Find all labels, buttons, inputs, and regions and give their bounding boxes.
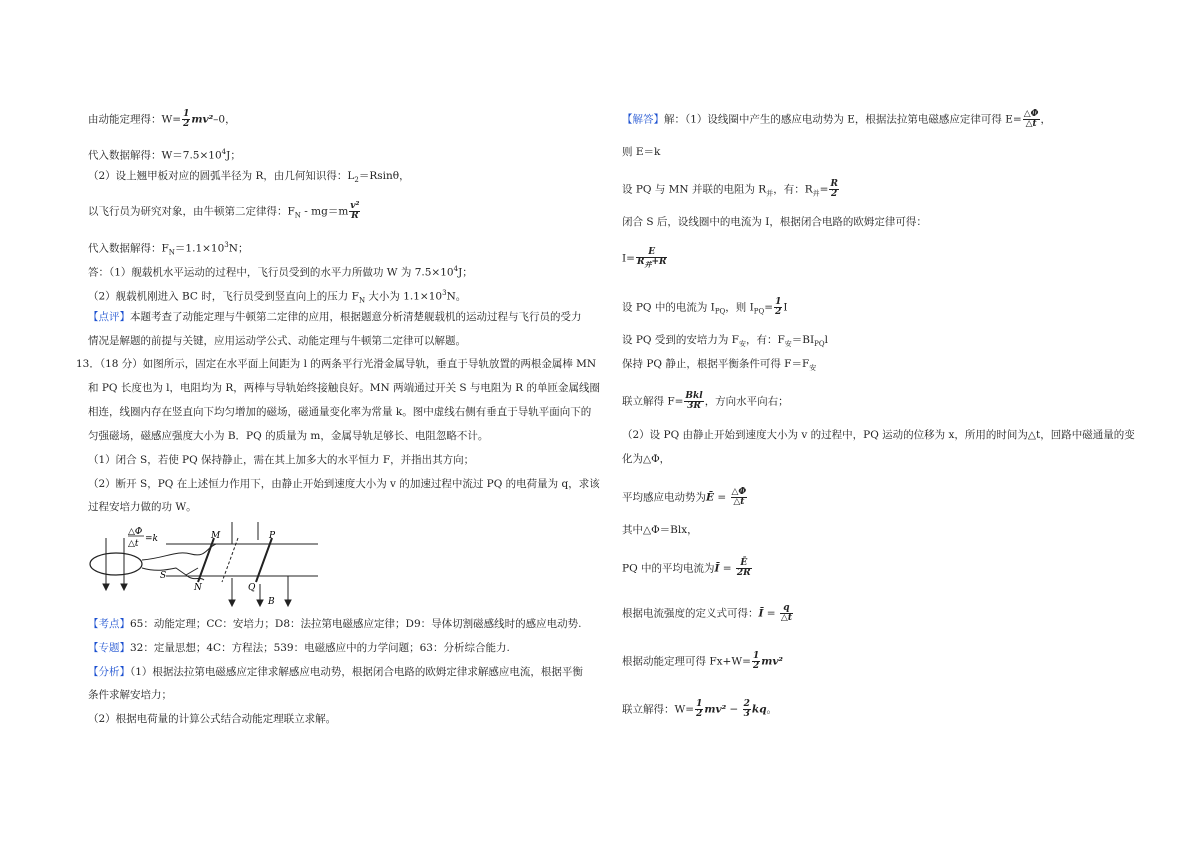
analysis-line-2: 条件求解安培力；: [88, 689, 172, 701]
solution-flux: 其中△Φ＝Blx，: [622, 524, 698, 536]
comment-line: 【点评】本题考查了动能定理与牛顿第二定律的应用，根据题意分析清楚舰载机的运动过程与飞行员的受力: [88, 311, 582, 323]
problem-13-q2b: 过程安培力做的功 W。: [88, 501, 197, 513]
svg-text:P: P: [269, 531, 276, 541]
rod-MN: [198, 538, 214, 582]
rod-PQ: [256, 538, 272, 582]
eq-work: 由动能定理得：W= $\frac{1}{2}$ mv²–0，: [88, 109, 236, 129]
solution-charge: 根据电流强度的定义式可得：Ī = $\frac{q}{\triangle t}$: [622, 603, 792, 623]
solution-balance: 保持 PQ 静止，根据平衡条件可得 $F=F_安$: [622, 358, 817, 373]
k-label: =k: [145, 534, 158, 544]
comment-line-2: 情况是解题的前提与关键，应用运动学公式、动能定理与牛顿第二定律可以解题。: [88, 335, 466, 347]
problem-13-line-3: 相连，线圈内存在竖直向下均匀增加的磁场，磁通量变化率为常量 k。图中虚线右侧有垂直于导轨平面向下的: [88, 406, 592, 418]
solution-IPQ: 设 PQ 中的电流为 $I_{PQ}$，则 $I_{PQ}=$ $\frac{1}{2}$ I: [622, 297, 788, 317]
flux-label: △Φ: [128, 527, 143, 537]
field-boundary: [222, 538, 238, 582]
field-label-B: B: [268, 597, 275, 607]
svg-text:Q: Q: [248, 583, 256, 593]
analysis-tag: 【分析】: [88, 666, 130, 678]
solution-avg-emf: 平均感应电动势为Ē = $\frac{\triangle\Phi}{\triangle t}$: [622, 487, 747, 507]
solution-W: 联立解得：W= $\frac{1}{2}$ mv² − $\frac{2}{3}$ kq。: [622, 699, 778, 719]
solution-ohm: 闭合 S 后，设线圈中的电流为 I，根据闭合电路的欧姆定律可得：: [622, 216, 927, 228]
solution-F: 联立解得 F= $\frac{\text{Bkl}}{3R}$ ，方向水平向右；: [622, 391, 789, 411]
problem-13-line-1: 13．（18 分）如图所示，固定在水平面上间距为 l 的两条平行光滑金属导轨，垂直于导轨放置的两根金属棒 MN: [76, 358, 597, 370]
field-arrows: [229, 576, 291, 606]
topic-line: 【考点】65：动能定理；CC：安培力；D8：法拉第电磁感应定律；D9：导体切割磁感线时的感应电动势.: [88, 618, 582, 630]
coil-ellipse: [90, 553, 142, 575]
solution-tag: 【解答】: [622, 113, 664, 126]
comment-tag: 【点评】: [88, 311, 130, 323]
solution-part2-1: （2）设 PQ 由静止开始到速度大小为 v 的过程中，PQ 运动的位移为 x，所用的时间为△t，回路中磁通量的变: [622, 429, 1135, 441]
answer-1: 答：（1）舰载机水平运动的过程中，飞行员受到的水平力所做功 W 为 $7.5\times 10^4J$；: [88, 265, 473, 279]
problem-13-line-2: 和 PQ 长度也为 l，电阻均为 R，两棒与导轨始终接触良好。MN 两端通过开关 S 与电阻为 R 的单匝金属线圈: [88, 382, 601, 394]
analysis-line: 【分析】（1）根据法拉第电磁感应定律求解感应电动势，根据闭合电路的欧姆定律求解感应电流，根据平衡: [88, 666, 583, 678]
problem-13-q2: （2）断开 S，PQ 在上述恒力作用下，由静止开始到速度大小为 v 的加速过程中流过 PQ 的电荷量为 q，求该: [88, 478, 600, 490]
solution-energy: 根据动能定理可得 Fx+W= $\frac{1}{2}$ mv²: [622, 651, 784, 671]
solution-part2-2: 化为△Φ，: [622, 453, 671, 465]
newton-line: 以飞行员为研究对象，由牛顿第二定律得：$F_N - mg=m$ $\frac{\text{v²}}{R}$: [88, 201, 360, 221]
solution-I: I= $\frac{E}{R_并+R}$: [622, 247, 667, 269]
analysis-line-3: （2）根据电荷量的计算公式结合动能定理联立求解。: [88, 713, 337, 725]
svg-text:M: M: [211, 531, 221, 541]
special-line: 【专题】32：定量思想；4C：方程法；539：电磁感应中的力学问题；63：分析综合能力.: [88, 642, 510, 654]
dt-label: △t: [128, 539, 139, 549]
solution-ampere: 设 PQ 受到的安培力为 $F_安$，有：$F_安=BI_{PQ}l$: [622, 334, 828, 349]
solution-E: 则 E＝k: [622, 146, 661, 158]
solution-parallel: 设 PQ 与 MN 并联的电阻为 $R_并$，有：$R_并=$ $\frac{R}{2}$: [622, 179, 838, 199]
special-tag: 【专题】: [88, 642, 130, 654]
answer-2: （2）舰载机刚进入 BC 时，飞行员受到竖直向上的压力 $F_N$ 大小为 $1.1\times 10^3N$。: [88, 289, 467, 305]
switch-label-S: S: [160, 571, 167, 581]
problem-13-line-4: 匀强磁场，磁感应强度大小为 B．PQ 的质量为 m，金属导轨足够长、电阻忽略不计。: [88, 430, 489, 442]
radius-line: （2）设上翘甲板对应的圆弧半径为 R，由几何知识得：$L_2=Rsin\theta$，: [88, 170, 410, 185]
work-result: 代入数据解得：$W=7.5\times 10^4J$；: [88, 148, 241, 162]
solution-avg-current: PQ 中的平均电流为Ī = $\frac{Ē}{2R}$: [622, 558, 751, 578]
coil-field-arrows: [103, 538, 127, 590]
problem-13-q1: （1）闭合 S，若使 PQ 保持静止，需在其上加多大的水平恒力 F，并指出其方向；: [88, 454, 475, 466]
topic-tag: 【考点】: [88, 618, 130, 630]
force-result: 代入数据解得：$F_N=1.1\times 10^3N$；: [88, 241, 249, 257]
solution-line-1: 【解答】解：（1）设线圈中产生的感应电动势为 E，根据法拉第电磁感应定律可得 E= $\frac{\triangle\Phi}{\triangle t}$ ，: [622, 109, 1051, 129]
svg-text:N: N: [194, 583, 202, 593]
circuit-figure: [86, 520, 318, 610]
